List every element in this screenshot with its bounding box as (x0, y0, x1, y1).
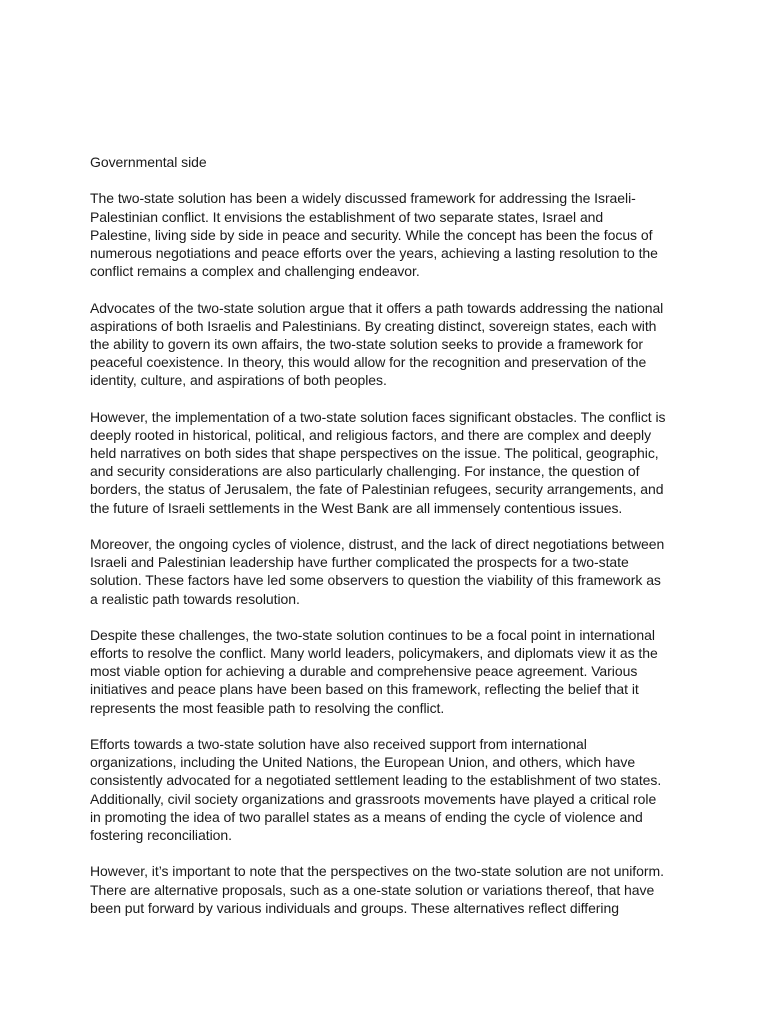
paragraph-line: Palestine, living side by side in peace and security. While the concept has been the focus of (90, 226, 653, 243)
paragraph-line: the ability to govern its own affairs, the two-state solution seeks to provide a framework for (90, 335, 643, 352)
paragraph-spacer (90, 280, 690, 298)
paragraph-3 (90, 408, 690, 517)
paragraph-line: consistently advocated for a negotiated settlement leading to the establishment of two states. (90, 772, 662, 789)
paragraph-line: Additionally, civil society organizations and grassroots movements have played a critical role (90, 790, 657, 807)
paragraph-spacer (90, 517, 690, 535)
paragraph-line: numerous negotiations and peace efforts over the years, achieving a lasting resolution to the (90, 244, 658, 261)
paragraph-spacer (90, 717, 690, 735)
paragraph-spacer (90, 389, 690, 407)
paragraph-line: a realistic path towards resolution. (90, 590, 300, 607)
paragraph-spacer (90, 608, 690, 626)
paragraph-line: organizations, including the United Nations, the European Union, and others, which have (90, 754, 636, 771)
paragraph-line: Moreover, the ongoing cycles of violence, distrust, and the lack of direct negotiations between (90, 535, 665, 552)
paragraph-line: Advocates of the two-state solution argue that it offers a path towards addressing the national (90, 299, 664, 316)
paragraph-line: borders, the status of Jerusalem, the fate of Palestinian refugees, security arrangements, and (90, 481, 664, 498)
paragraph-line: conflict remains a complex and challenging endeavor. (90, 263, 420, 280)
paragraph-spacer (90, 171, 690, 189)
paragraph-line: in promoting the idea of two parallel states as a means of ending the cycle of violence and (90, 808, 643, 825)
paragraph-7 (90, 862, 690, 917)
paragraph-line: most viable option for achieving a durable and comprehensive peace agreement. Various (90, 663, 638, 680)
document-page (90, 153, 690, 917)
paragraph-line: and security considerations are also particularly challenging. For instance, the question of (90, 463, 640, 480)
paragraph-line: Israeli and Palestinian leadership have further complicated the prospects for a two-state (90, 554, 629, 571)
paragraph-line: held narratives on both sides that shape perspectives on the issue. The political, geographic, (90, 445, 659, 461)
paragraph-5 (90, 626, 690, 717)
paragraph-line: The two-state solution has been a widely discussed framework for addressing the Israeli- (90, 190, 636, 207)
paragraph-line: Despite these challenges, the two-state solution continues to be a focal point in international (90, 626, 655, 643)
paragraph-line: However, it’s important to note that the perspectives on the two-state solution are not uniform. (90, 863, 664, 880)
paragraph-line: represents the most feasible path to resolving the conflict. (90, 699, 445, 716)
paragraph-4 (90, 535, 690, 608)
paragraph-line: There are alternative proposals, such as a one-state solution or variations thereof, that have (90, 881, 655, 898)
paragraph-line: Palestinian conflict. It envisions the establishment of two separate states, Israel and (90, 208, 604, 225)
paragraph-line: identity, culture, and aspirations of both peoples. (90, 372, 387, 389)
paragraph-1 (90, 189, 690, 280)
paragraph-line: However, the implementation of a two-state solution faces significant obstacles. The conflict is (90, 408, 666, 425)
paragraph-line: solution. These factors have led some observers to question the viability of this framework as (90, 572, 661, 589)
paragraph-line: deeply rooted in historical, political, and religious factors, and there are complex and deeply (90, 426, 652, 443)
document-heading: Governmental side (90, 154, 207, 170)
paragraph-line: aspirations of both Israelis and Palestinians. By creating distinct, sovereign states, each with (90, 317, 657, 334)
paragraph-line: peaceful coexistence. In theory, this would allow for the recognition and preservation of the (90, 354, 647, 371)
paragraph-spacer (90, 844, 690, 862)
paragraph-2 (90, 299, 690, 390)
paragraph-line: initiatives and peace plans have been based on this framework, reflecting the belief that it (90, 681, 639, 698)
paragraph-line: Efforts towards a two-state solution have also received support from international (90, 736, 587, 752)
paragraph-line: efforts to resolve the conflict. Many world leaders, policymakers, and diplomats view it as the (90, 645, 658, 662)
paragraph-line: fostering reconciliation. (90, 826, 232, 843)
paragraph-6 (90, 735, 690, 844)
paragraph-line: the future of Israeli settlements in the West Bank are all immensely contentious issues. (90, 499, 623, 516)
paragraph-line: been put forward by various individuals and groups. These alternatives reflect differing (90, 899, 619, 916)
